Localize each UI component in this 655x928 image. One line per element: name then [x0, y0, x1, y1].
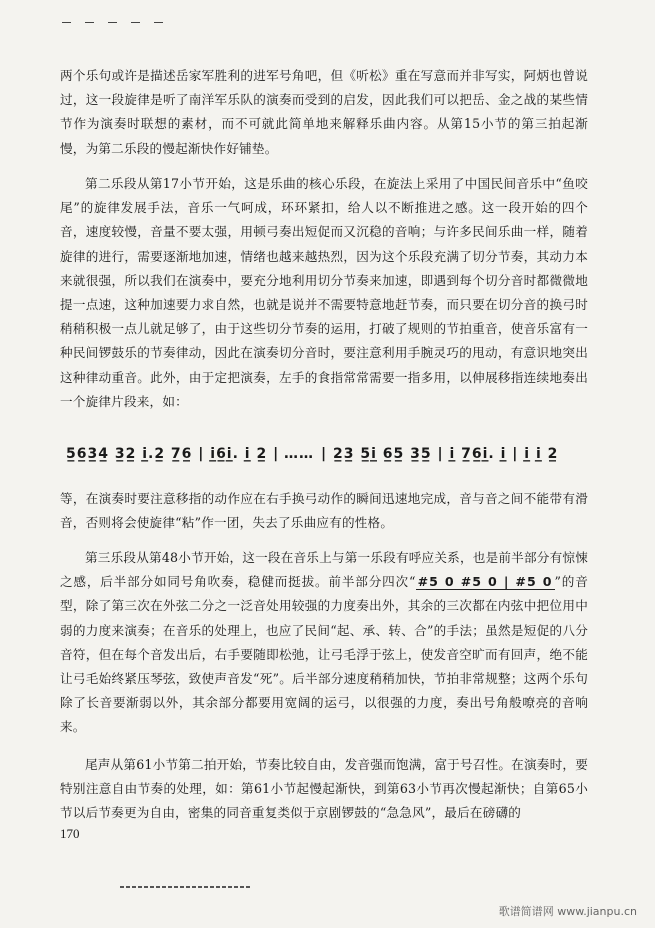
inline-motif-notation: #5 0 #5 0 | #5 0: [417, 574, 553, 590]
paragraph-text: 等，在演奏时要注意移指的动作应在右手换弓动作的瞬间迅速地完成，音与音之间不能带有滑音，否则将会使旋律“粘”作一团，失去了乐曲应有的性格。: [60, 491, 588, 531]
paragraph-text-lead: 第三乐段从第48小节开始，这一段在音乐上与第一乐段有呼应关系，也是前半部分有惊悚之感，后半部分如同号角吹奏，稳健而挺拔。前半部分四次“: [60, 550, 588, 590]
paragraph-text: 第二乐段从第17小节开始，这是乐曲的核心乐段，在旋法上采用了中国民间音乐中“鱼咬尾”的旋律发展手法，音乐一气呵成，环环紧扣，给人以不断推进之感。这一段开始的四个音，速度较慢，音量不要太强，用顿弓奏出短促而又沉稳的音响；与许多民间乐曲一样，随着旋律的进行，需要逐渐地加速，情绪也越来越热烈，因为这个乐段充满了切分节奏，其动力本来就很强，所以我们在演奏中，要充分地利用切分节奏来加速，即遇到每个切分音时都微微地提一点速，这种加速要力求自然，也就是说并不需要特意地赶节奏，而只要在切分音的换弓时稍稍积极一点儿就足够了，由于这些切分节奏的运用，打破了规则的节拍重音，使音乐富有一种民间锣鼓乐的节奏律动，因此在演奏切分音时，要注意利用手腕灵巧的甩动，有意识地突出这种律动重音。此外，由于定把演奏，左手的食指常常需要一指多用，以伸展移指连续地奏出一个旋律片段来，如：: [60, 176, 588, 409]
paragraph-2: [60, 172, 588, 414]
paragraph-4: [60, 546, 588, 740]
paragraph-text-tail: ”的音型，除了第三次在外弦二分之一泛音处用较强的力度奏出外，其余的三次都在内弦中把位用中弱的力度来演奏；在音乐的处理上，也应了民间“起、承、转、合”的手法；虽然是短促的八分音符，但在每个音发出后，右手要随即松弛，让弓毛浮于弦上，使发音空旷而有回声，绝不能让弓毛始终紧压琴弦，致使声音发“死”。后半部分速度稍稍加快，节拍非常规整；这两个乐句除了长音要渐弱以外，其余部分都要用宽阔的运弓，以很强的力度，奏出号角般嘹亮的音响来。: [60, 574, 588, 735]
footer-rule: [120, 886, 250, 888]
paragraph-5: [60, 753, 588, 826]
notation-ellipsis: ……: [284, 446, 314, 462]
notation-excerpt: [66, 430, 586, 474]
top-margin-marks: [62, 8, 177, 27]
paragraph-text: [60, 546, 588, 740]
notation-group-2: | 2̲3̲ 5̲i̲ 6̲5̲ 3̲5̲ | i̲ 7̲6̲i̲. i̲ | i̲ i̲ 2̲: [321, 446, 559, 462]
paragraph-text: 两个乐句或许是描述岳家军胜利的进军号角吧，但《听松》重在写意而并非写实，阿炳也曾说过，这一段旋律是听了南洋军乐队的演奏而受到的启发，因此我们可以把岳、金之战的某些情节作为演奏时联想的素材，而不可就此简单地来解释乐曲内容。从第15小节的第三拍起渐慢，为第二乐段的慢起渐快作好铺垫。: [60, 68, 588, 156]
paragraph-3: [60, 487, 588, 535]
paragraph-text: 尾声从第61小节第二拍开始，节奏比较自由，发音强而饱满，富于号召性。在演奏时，要特别注意自由节奏的处理，如：第61小节起慢起渐快，到第63小节再次慢起渐快；自第65小节以后节奏更为自由，密集的同音重复类似于京剧锣鼓的“急急风”，最后在磅礴的: [60, 757, 588, 821]
site-watermark: 歌谱简谱网 www.jianpu.cn: [498, 905, 637, 918]
page-number: 170: [60, 826, 80, 841]
paragraph-1: [60, 64, 588, 161]
notation-group-1: 5̲6̲3̲4̲ 3̲2̲ i̲.2̲ 7̲6̲ | i̲6̲i̲. i̲ 2̲ |: [66, 446, 280, 462]
